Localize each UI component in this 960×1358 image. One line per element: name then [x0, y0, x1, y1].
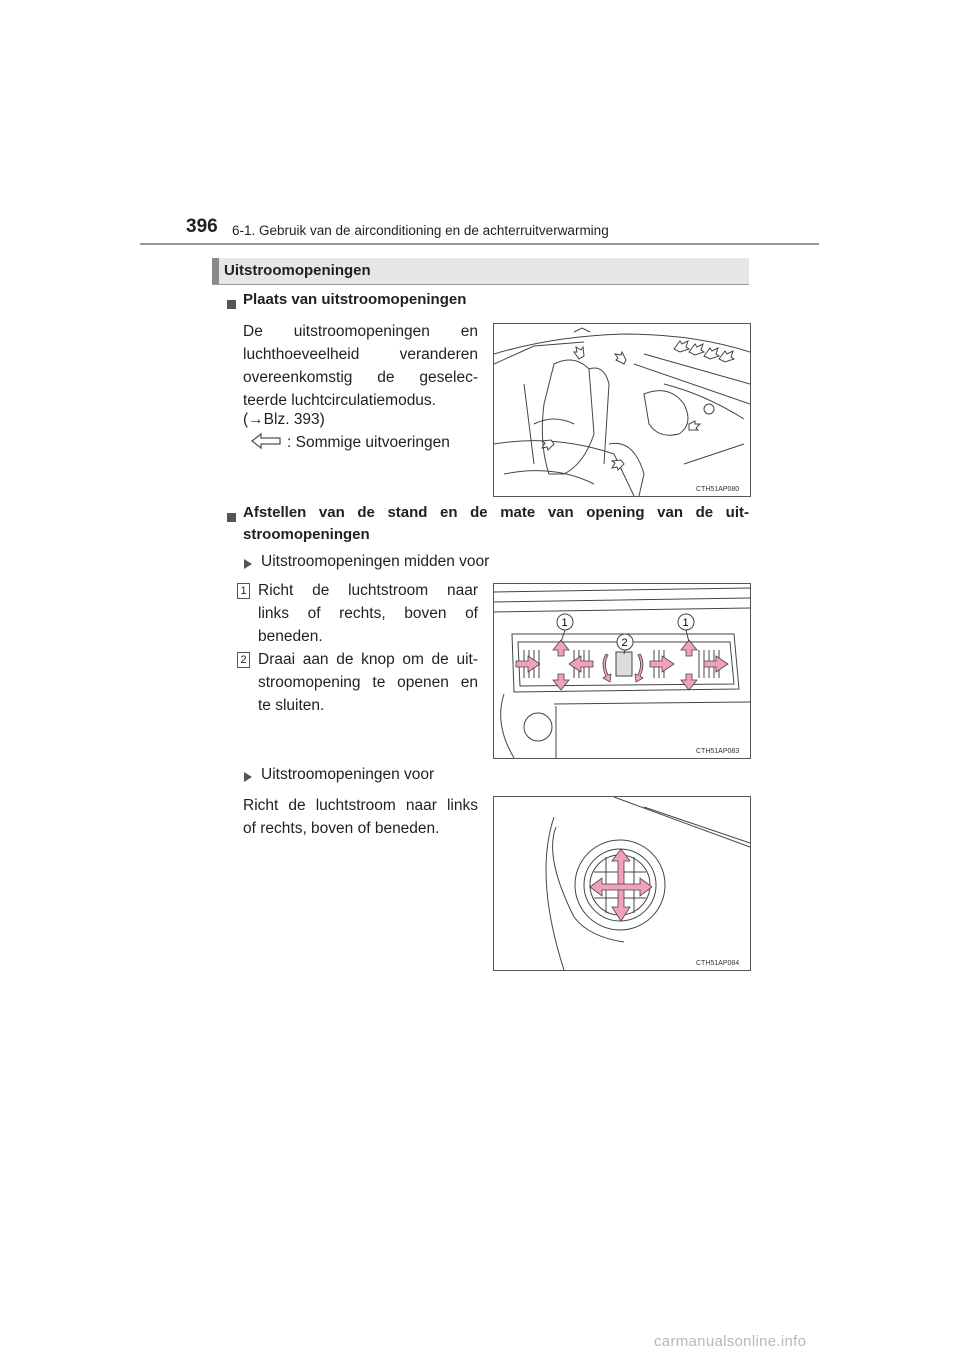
chapter-title: 6-1. Gebruik van de airconditioning en de achterruitverwarming — [232, 223, 609, 238]
item2-line-2: stroomopening te openen en — [258, 674, 478, 691]
interior-figure — [493, 323, 751, 497]
outline-arrow-left-icon — [250, 432, 282, 455]
triangle-bullet-icon-2 — [244, 769, 252, 787]
item-number-2: 2 — [237, 652, 250, 668]
front-line-1: Richt de luchtstroom naar links — [243, 797, 478, 814]
legend-text: : Sommige uitvoeringen — [287, 434, 450, 451]
footer-watermark[interactable]: carmanualsonline.info — [654, 1333, 807, 1350]
item-number-1: 1 — [237, 583, 250, 599]
front-line-2: of rechts, boven of beneden. — [243, 820, 440, 837]
center-vents-figure — [493, 583, 751, 759]
location-line-2: luchthoeveelheid veranderen — [243, 346, 478, 363]
ref-open: ( — [243, 411, 249, 428]
front-figure-code: CTH51AP084 — [696, 960, 740, 967]
section-bar-accent — [212, 258, 219, 284]
item1-line-1: Richt de luchtstroom naar — [258, 582, 478, 599]
item1-lines — [258, 579, 478, 625]
location-paragraph — [243, 320, 478, 389]
adjust-heading-line-2: stroomopeningen — [243, 526, 370, 543]
location-reference — [243, 408, 325, 431]
location-line-4: teerde luchtcirculatiemodus. — [243, 392, 436, 409]
page-number: 396 — [186, 216, 218, 237]
front-vent-figure — [493, 796, 751, 971]
center-vents-label: Uitstroomopeningen midden voor — [261, 553, 490, 570]
location-heading: Plaats van uitstroomopeningen — [243, 291, 467, 308]
front-vents-label: Uitstroomopeningen voor — [261, 766, 435, 783]
item2-lines — [258, 648, 478, 694]
bullet-square-icon — [227, 296, 236, 314]
location-line-3: overeenkomstig de geselec- — [243, 369, 478, 386]
center-figure-code: CTH51AP083 — [696, 748, 740, 755]
item1-line-2: links of rechts, boven of — [258, 605, 478, 622]
triangle-bullet-icon — [244, 556, 252, 574]
ref-text: Blz. 393) — [263, 411, 325, 428]
location-line-1: De uitstroomopeningen en — [243, 323, 478, 340]
callout-1-right-label: 1 — [682, 617, 689, 629]
bullet-square-icon-2 — [227, 509, 236, 527]
item1-line-3: beneden. — [258, 628, 323, 645]
callout-1-left-label: 1 — [561, 617, 568, 629]
adjust-heading-line-1: Afstellen van de stand en de mate van opening van de uit- — [243, 504, 749, 521]
item2-line-1: Draai aan de knop om de uit- — [258, 651, 478, 668]
interior-figure-code: CTH51AP080 — [696, 486, 740, 493]
item2-line-3: te sluiten. — [258, 697, 325, 714]
section-title: Uitstroomopeningen — [224, 262, 371, 279]
ref-arrow: → — [248, 411, 264, 428]
header-divider — [140, 243, 819, 245]
callout-2-label: 2 — [621, 637, 628, 649]
